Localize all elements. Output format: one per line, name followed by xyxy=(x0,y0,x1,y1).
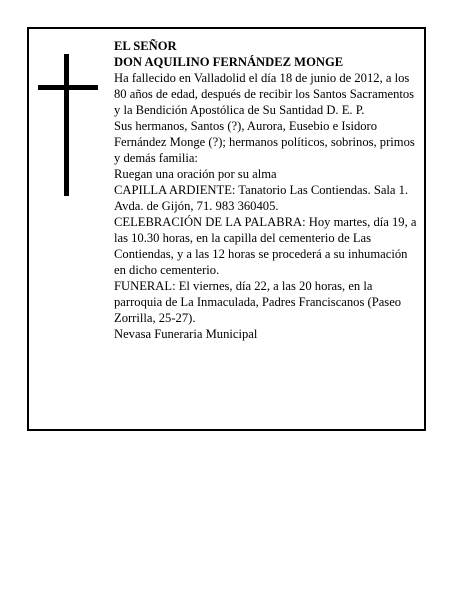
cross-horizontal-bar xyxy=(38,85,98,90)
funeral-home: Nevasa Funeraria Municipal xyxy=(114,327,258,341)
obituary-title: EL SEÑOR xyxy=(114,39,177,53)
death-announcement: Ha fallecido en Valladolid el día 18 de junio de 2012, a los 80 años de edad, después de recibir los Santos Sacramentos y la Bendición Apostólica de Su Santidad D. E. P. xyxy=(114,71,415,117)
obituary-text xyxy=(114,38,420,342)
latin-cross-icon xyxy=(38,54,98,196)
prayer-request: Ruegan una oración por su alma xyxy=(114,167,277,181)
family-list: Sus hermanos, Santos (?), Aurora, Eusebio e Isidoro Fernández Monge (?); hermanos políticos, sobrinos, primos y demás familia: xyxy=(114,119,415,165)
chapel-info: CAPILLA ARDIENTE: Tanatorio Las Contiendas. Sala 1. Avda. de Gijón, 71. 983 360405. xyxy=(114,183,409,213)
funeral-info: FUNERAL: El viernes, día 22, a las 20 horas, en la parroquia de La Inmaculada, Padres Franciscanos (Paseo Zorrilla, 25-27). xyxy=(114,279,402,325)
celebration-info: CELEBRACIÓN DE LA PALABRA: Hoy martes, día 19, a las 10.30 horas, en la capilla del cementerio de Las Contiendas, y a las 12 horas se procederá a su inhumación en dicho cementerio. xyxy=(114,215,417,277)
cross-vertical-bar xyxy=(64,54,69,196)
deceased-name: DON AQUILINO FERNÁNDEZ MONGE xyxy=(114,55,344,69)
